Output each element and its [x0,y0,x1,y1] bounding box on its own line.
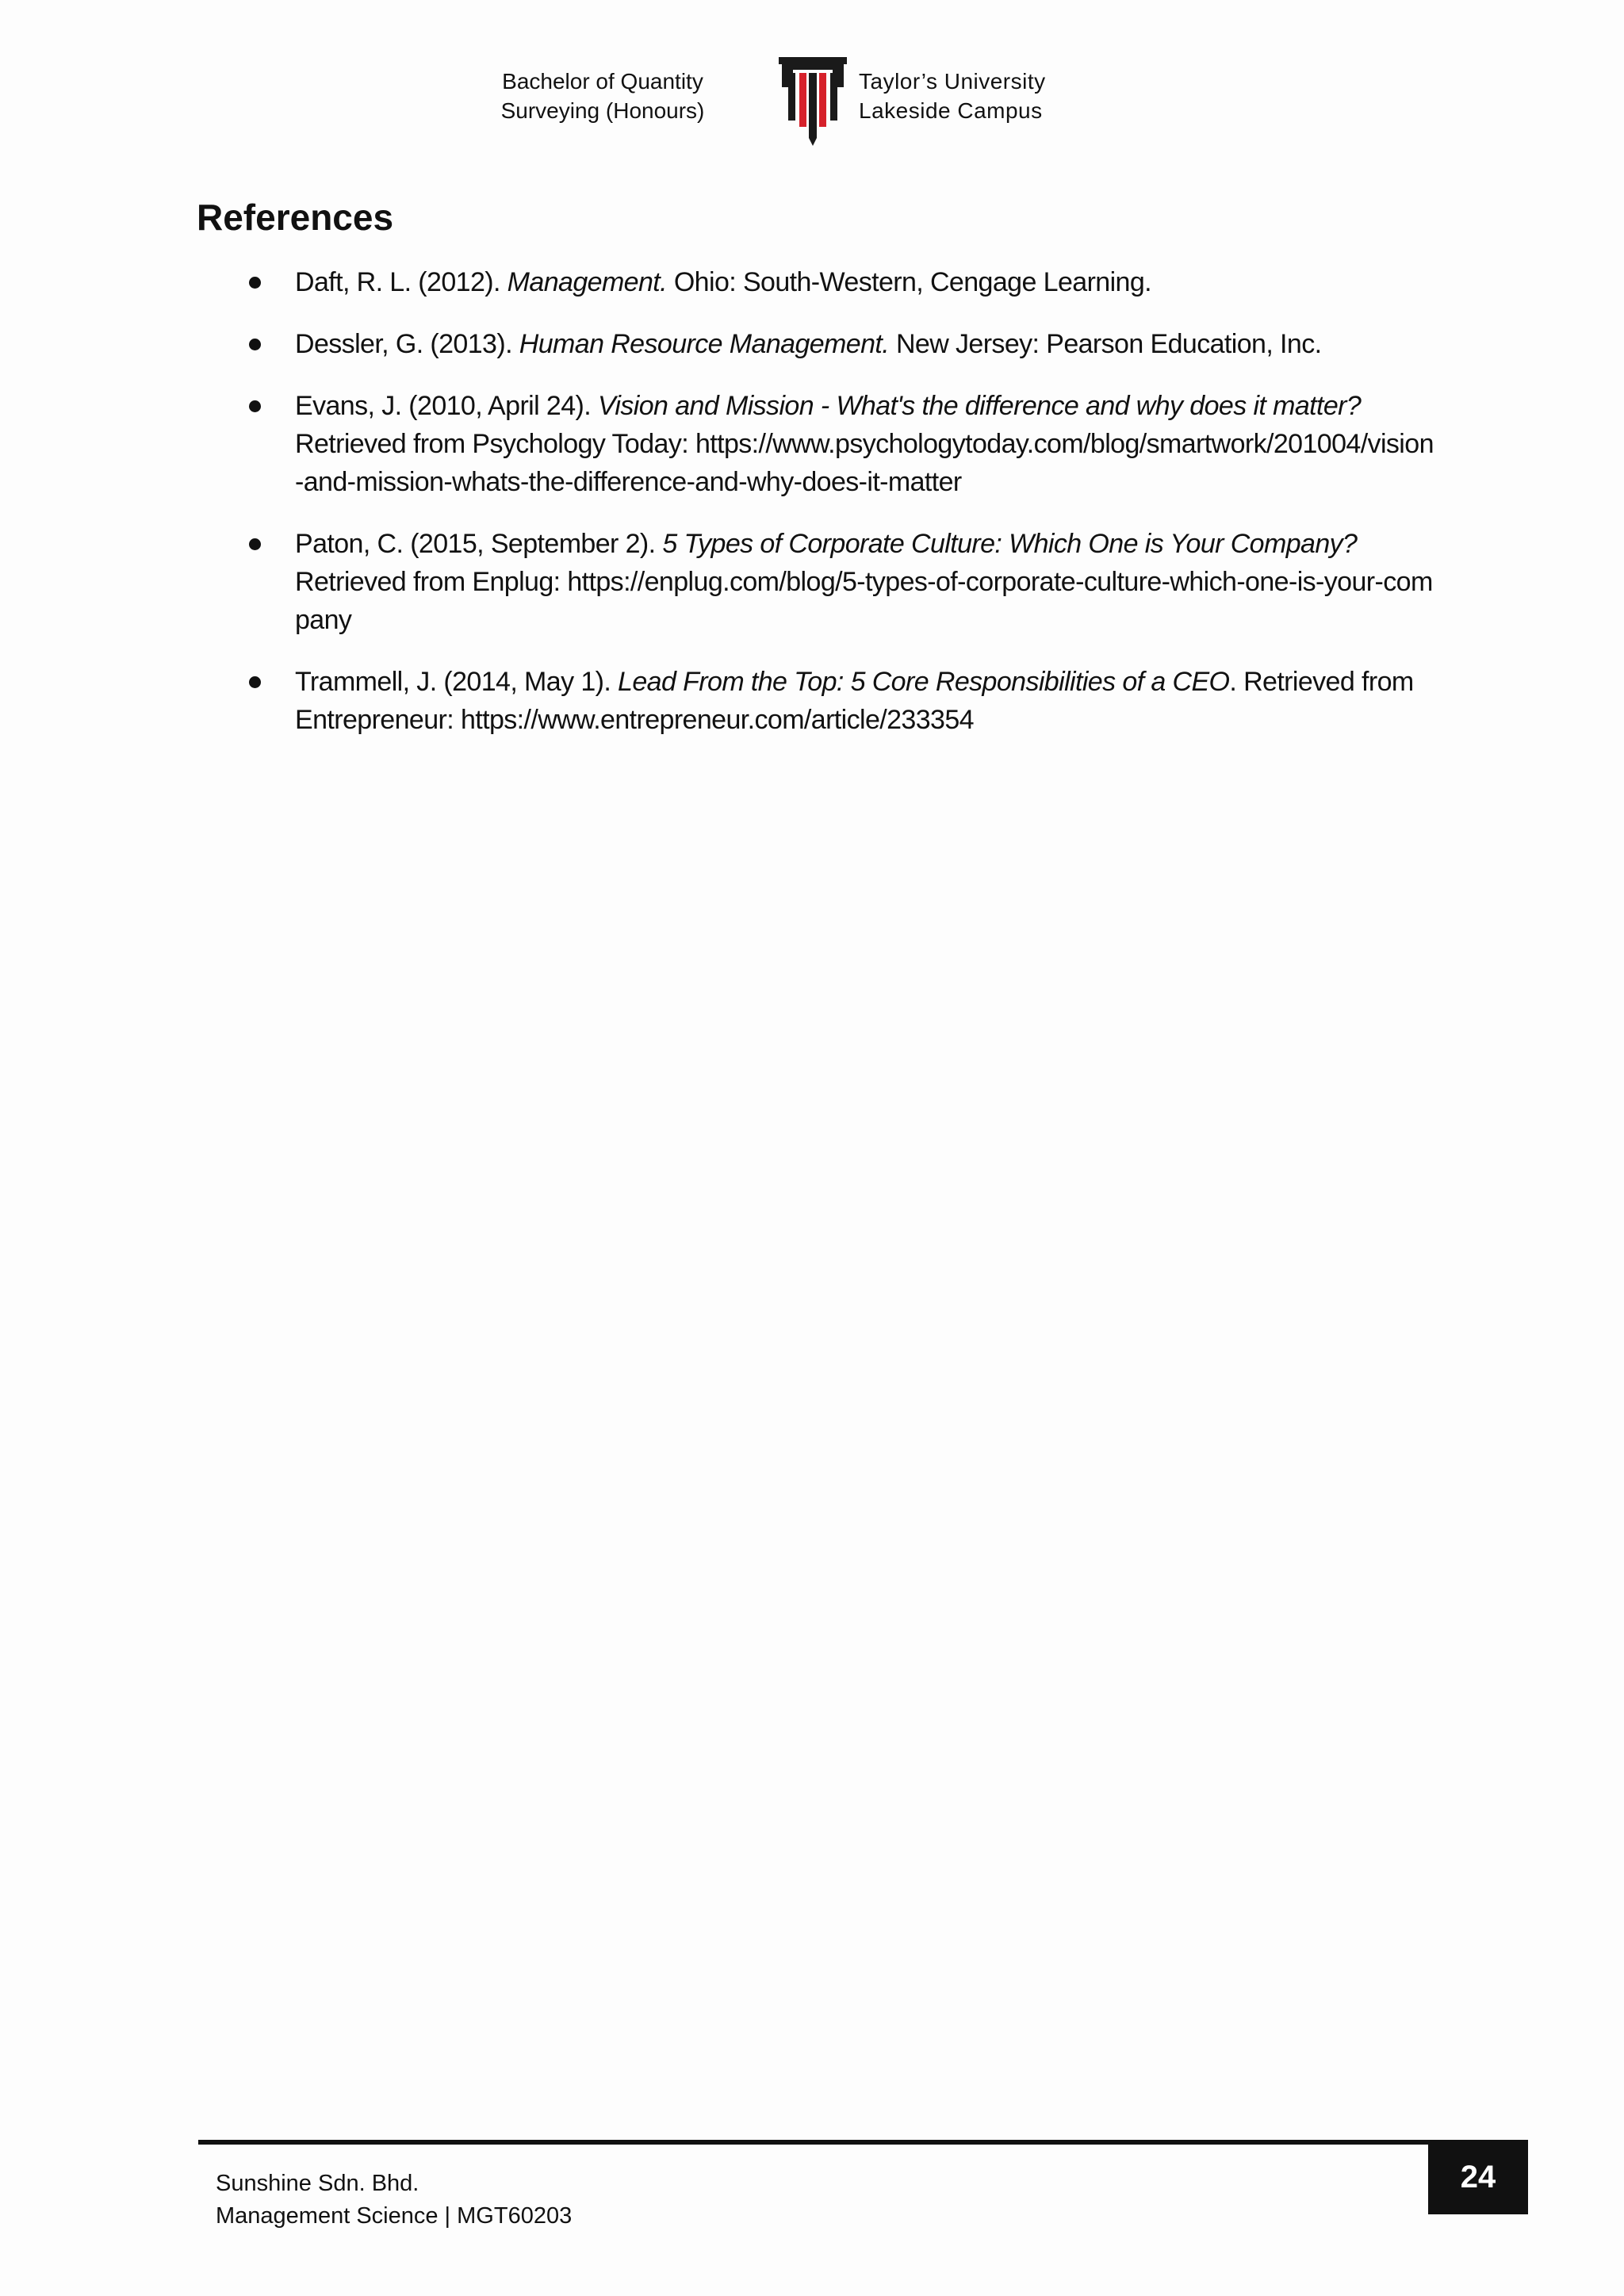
reference-url[interactable]: https://enplug.com/blog/5-types-of-corporate-culture-which-one-is-your-company [295,567,1433,635]
header-university-line1: Taylor’s University [859,69,1046,94]
header-program [444,67,761,125]
reference-source: Retrieved from Enplug: [295,567,568,597]
footer-course: Management Science | MGT60203 [216,2203,573,2229]
reference-item [0,663,1437,739]
reference-author-date: Paton, C. (2015, September 2). [295,529,663,559]
reference-title: Management. [507,267,667,297]
page-number: 24 [1428,2140,1528,2214]
reference-title: Human Resource Management. [519,329,890,359]
reference-author-date: Evans, J. (2010, April 24). [295,391,598,421]
footer-company: Sunshine Sdn. Bhd. [216,2171,419,2196]
reference-url[interactable]: https://www.psychologytoday.com/blog/smartwork/201004/vision-and-mission-whats-the-difference-and-why-does-it-matter [295,429,1434,497]
reference-source: . Retrieved from Entrepreneur: [295,667,1414,735]
reference-author-date: Daft, R. L. (2012). [295,267,508,297]
reference-source: Retrieved from Psychology Today: [295,429,695,459]
reference-author-date: Dessler, G. (2013). [295,329,519,359]
header-program-line2: Surveying (Honours) [500,98,705,123]
reference-author-date: Trammell, J. (2014, May 1). [295,667,619,697]
header-university-line2: Lakeside Campus [859,98,1043,123]
bullet-icon [249,676,261,688]
bullet-icon [249,339,261,350]
footer-info [216,2168,572,2233]
reference-source: Ohio: South-Western, Cengage Learning. [666,267,1152,297]
references-list [0,263,1624,763]
reference-title: Vision and Mission - What's the difference and why does it matter? [597,391,1362,421]
reference-title: Lead From the Top: 5 Core Responsibilities of a CEO [618,667,1230,697]
reference-item [0,325,1437,363]
bullet-icon [249,538,261,550]
reference-item [0,263,1437,301]
header-program-line1: Bachelor of Quantity [502,69,703,94]
bullet-icon [249,400,261,412]
reference-item [0,525,1437,639]
reference-item [0,387,1437,501]
taylors-university-logo-icon [777,55,848,147]
header-university [859,67,1113,125]
page-title: References [197,197,394,238]
footer-rule [198,2140,1429,2145]
reference-url[interactable]: https://www.entrepreneur.com/article/233354 [460,705,974,735]
reference-title: 5 Types of Corporate Culture: Which One is Your Company? [662,529,1358,559]
bullet-icon [249,277,261,289]
reference-source: New Jersey: Pearson Education, Inc. [889,329,1322,359]
